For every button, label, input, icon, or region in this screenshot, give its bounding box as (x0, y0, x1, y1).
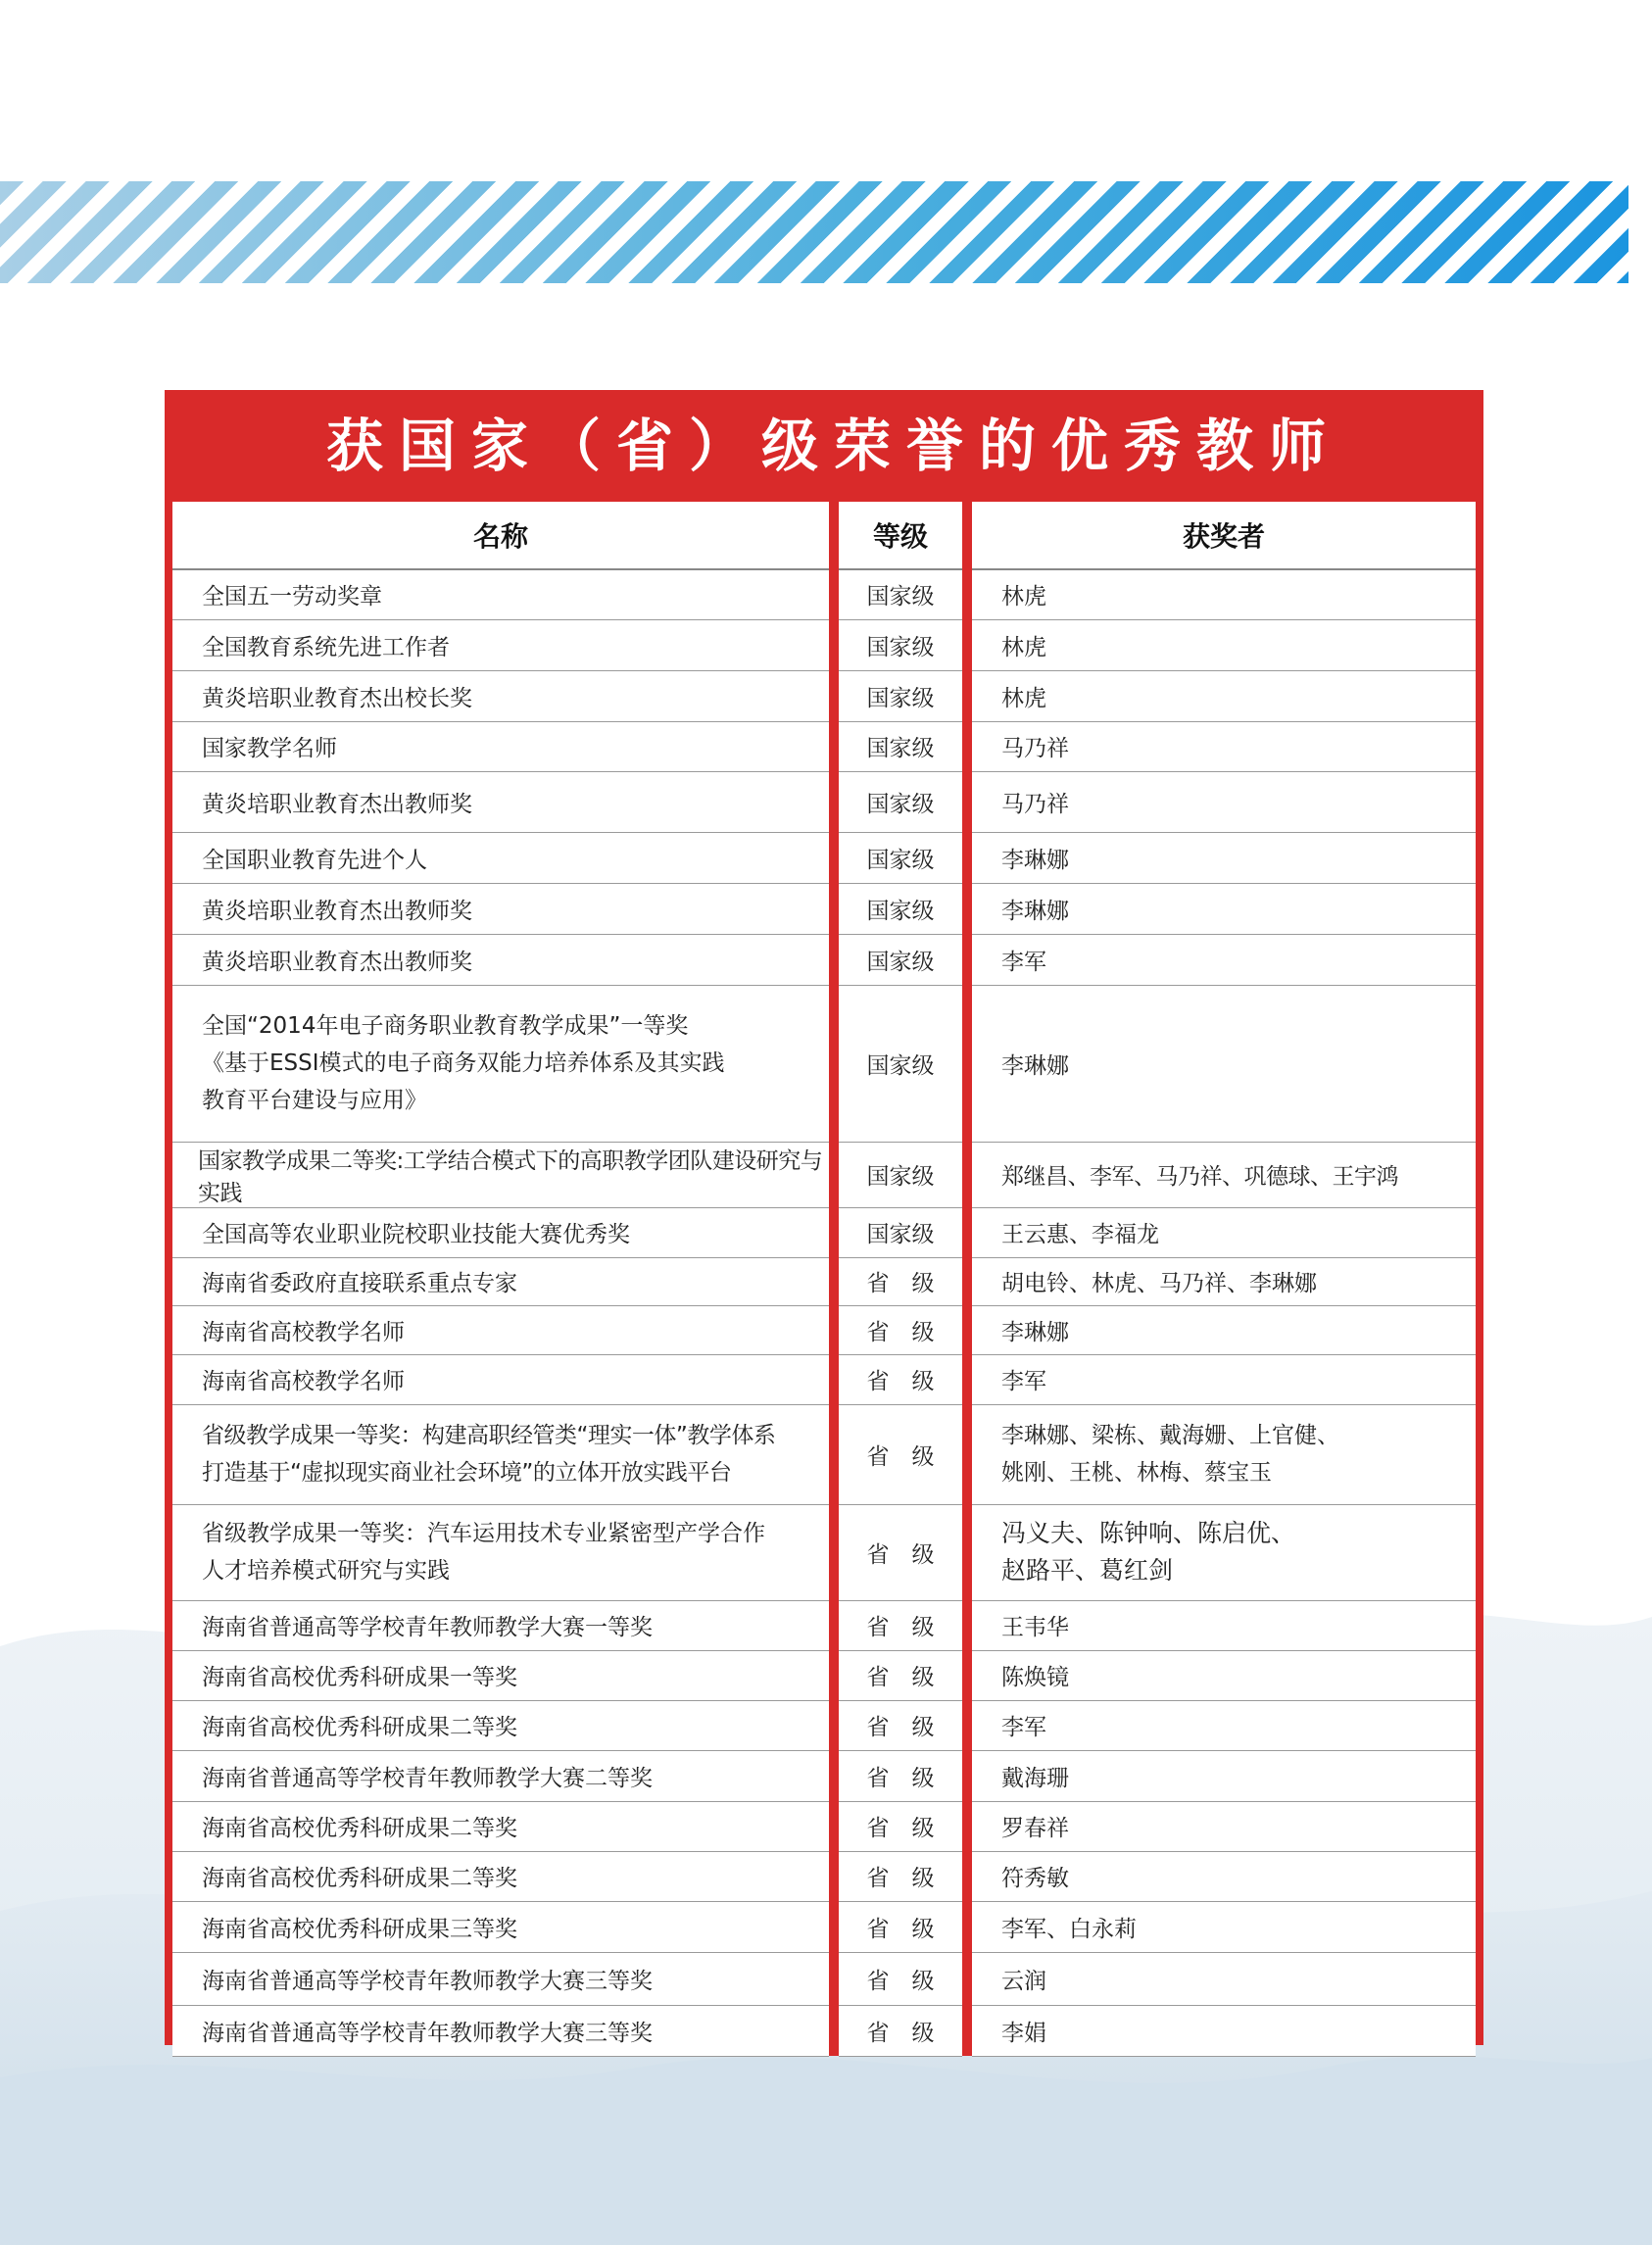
table-row: 海南省普通高等学校青年教师教学大赛一等奖 省 级 王韦华 (172, 1600, 1476, 1650)
header-level: 等级 (839, 502, 962, 569)
page-title: 获国家（省）级荣誉的优秀教师 (325, 413, 1341, 479)
table-row: 海南省高校优秀科研成果二等奖 省 级 符秀敏 (172, 1851, 1476, 1901)
table-row: 海南省普通高等学校青年教师教学大赛三等奖 省 级 李娟 (172, 2005, 1476, 2056)
table-row: 海南省高校教学名师 省 级 李军 (172, 1354, 1476, 1404)
table-row: 海南省委政府直接联系重点专家 省 级 胡电铃、林虎、马乃祥、李琳娜 (172, 1257, 1476, 1305)
table-row: 黄炎培职业教育杰出校长奖 国家级 林虎 (172, 670, 1476, 721)
table-row: 全国职业教育先进个人 国家级 李琳娜 (172, 832, 1476, 883)
table-row: 海南省普通高等学校青年教师教学大赛三等奖 省 级 云润 (172, 1952, 1476, 2005)
table-row: 黄炎培职业教育杰出教师奖 国家级 李琳娜 (172, 883, 1476, 934)
table-row: 海南省高校优秀科研成果一等奖 省 级 陈焕镜 (172, 1650, 1476, 1700)
table-row: 省级教学成果一等奖：汽车运用技术专业紧密型产学合作 人才培养模式研究与实践 省 级 冯义夫、陈钟响、陈启优、 赵路平、葛红剑 (172, 1504, 1476, 1600)
table-row: 海南省普通高等学校青年教师教学大赛二等奖 省 级 戴海珊 (172, 1750, 1476, 1801)
table-row: 海南省高校优秀科研成果三等奖 省 级 李军、白永莉 (172, 1901, 1476, 1952)
table-row: 全国五一劳动奖章 国家级 林虎 (172, 569, 1476, 619)
table-row: 全国“2014年电子商务职业教育教学成果”一等奖 《基于ESSI模式的电子商务双能力培养体系及其实践 教育平台建设与应用》 国家级 李琳娜 (172, 985, 1476, 1142)
table-row: 海南省高校优秀科研成果二等奖 省 级 罗春祥 (172, 1801, 1476, 1851)
table-row: 海南省高校教学名师 省 级 李琳娜 (172, 1305, 1476, 1354)
table-row: 黄炎培职业教育杰出教师奖 国家级 马乃祥 (172, 771, 1476, 832)
table-row: 国家教学名师 国家级 马乃祥 (172, 721, 1476, 771)
table-row: 国家教学成果二等奖:工学结合模式下的高职教学团队建设研究与实践 国家级 郑继昌、李军、马乃祥、巩德球、王宇鸿 (172, 1142, 1476, 1207)
table-row: 省级教学成果一等奖：构建高职经管类“理实一体”教学体系 打造基于“虚拟现实商业社会环境”的立体开放实践平台 省 级 李琳娜、梁栋、戴海姗、上官健、 姚刚、王桃、林梅、蔡宝玉 (172, 1404, 1476, 1504)
table-row: 全国教育系统先进工作者 国家级 林虎 (172, 619, 1476, 670)
table-row: 黄炎培职业教育杰出教师奖 国家级 李军 (172, 934, 1476, 985)
decorative-stripe-band (0, 181, 1628, 283)
table-row: 全国高等农业职业院校职业技能大赛优秀奖 国家级 王云惠、李福龙 (172, 1207, 1476, 1257)
honors-panel (165, 390, 1483, 2045)
header-winner: 获奖者 (972, 502, 1476, 569)
honors-table (172, 502, 1476, 2057)
table-header-row (172, 502, 1476, 569)
header-name: 名称 (172, 502, 829, 569)
table-row: 海南省高校优秀科研成果二等奖 省 级 李军 (172, 1700, 1476, 1750)
